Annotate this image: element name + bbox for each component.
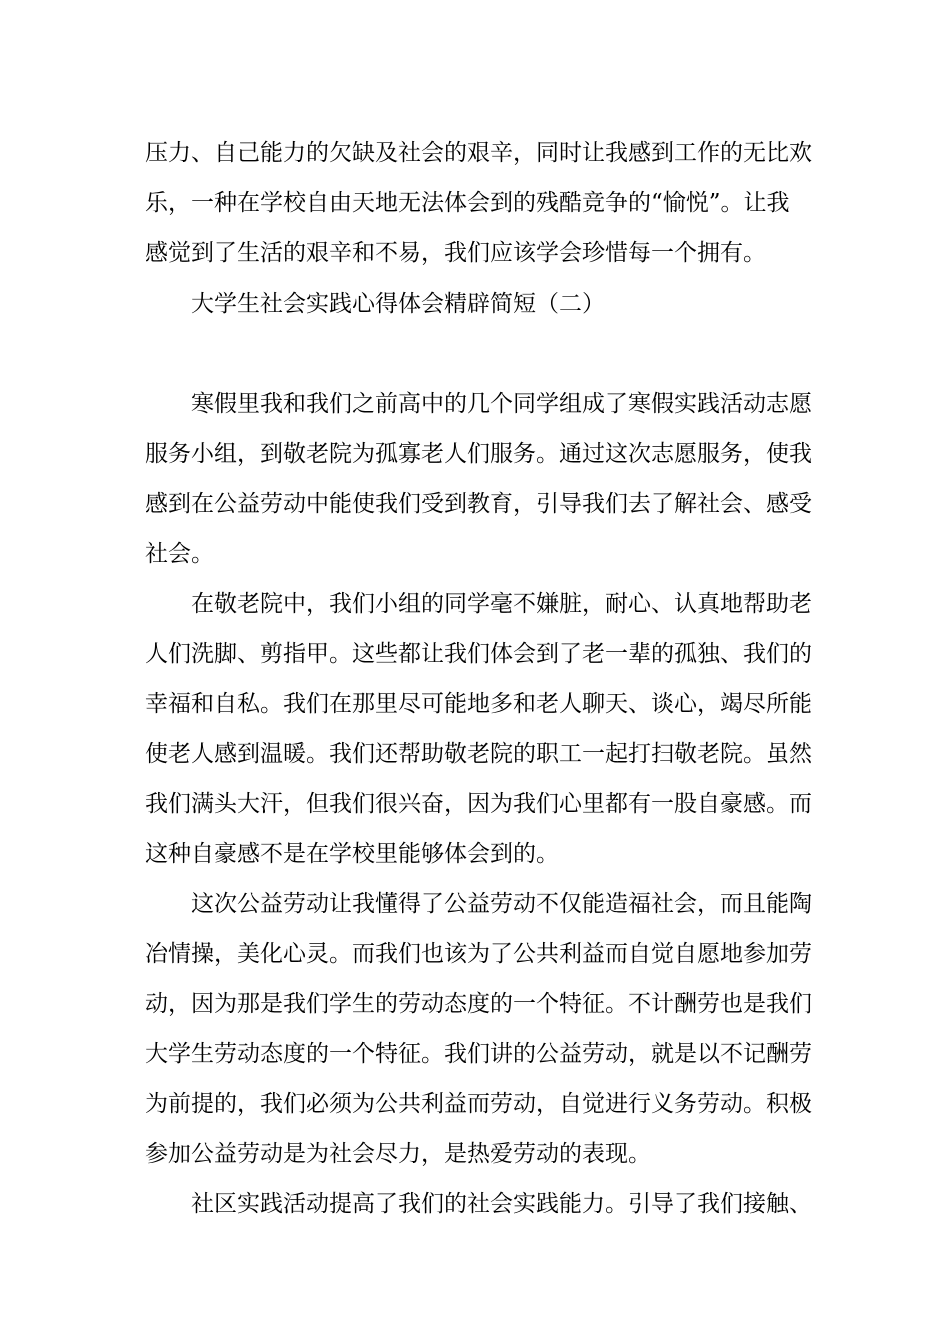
text-line: 寒假里我和我们之前高中的几个同学组成了寒假实践活动志愿 bbox=[191, 391, 812, 417]
text-line: 为前提的，我们必须为公共利益而劳动，自觉进行义务劳动。积极 bbox=[145, 1091, 812, 1117]
text-line: 社会。 bbox=[145, 541, 214, 567]
text-line: 乐，一种在学校自由天地无法体会到的残酷竞争的“愉悦”。让我 bbox=[145, 190, 790, 216]
text-line: 参加公益劳动是为社会尽力，是热爱劳动的表现。 bbox=[145, 1141, 651, 1167]
text-line: 动，因为那是我们学生的劳动态度的一个特征。不计酬劳也是我们 bbox=[145, 991, 812, 1017]
text-line: 大学生劳动态度的一个特征。我们讲的公益劳动，就是以不记酬劳 bbox=[145, 1041, 812, 1067]
text-line: 我们满头大汗，但我们很兴奋，因为我们心里都有一股自豪感。而 bbox=[145, 791, 812, 817]
text-line: 这次公益劳动让我懂得了公益劳动不仅能造福社会，而且能陶 bbox=[191, 891, 812, 917]
text-line: 人们洗脚、剪指甲。这些都让我们体会到了老一辈的孤独、我们的 bbox=[145, 641, 812, 667]
text-line: 服务小组，到敬老院为孤寡老人们服务。通过这次志愿服务，使我 bbox=[145, 441, 812, 467]
text-line: 使老人感到温暖。我们还帮助敬老院的职工一起打扫敬老院。虽然 bbox=[145, 741, 812, 767]
text-line: 感觉到了生活的艰辛和不易，我们应该学会珍惜每一个拥有。 bbox=[145, 240, 766, 266]
text-line: 在敬老院中，我们小组的同学毫不嫌脏，耐心、认真地帮助老 bbox=[191, 591, 812, 617]
text-line: 幸福和自私。我们在那里尽可能地多和老人聊天、谈心，竭尽所能 bbox=[145, 691, 812, 717]
text-line: 社区实践活动提高了我们的社会实践能力。引导了我们接触、 bbox=[191, 1191, 812, 1217]
text-line: 冶情操，美化心灵。而我们也该为了公共利益而自觉自愿地参加劳 bbox=[145, 941, 812, 967]
text-line: 感到在公益劳动中能使我们受到教育，引导我们去了解社会、感受 bbox=[145, 491, 812, 517]
text-line: 这种自豪感不是在学校里能够体会到的。 bbox=[145, 841, 559, 867]
text-line: 压力、自己能力的欠缺及社会的艰辛，同时让我感到工作的无比欢 bbox=[145, 140, 812, 166]
section-heading: 大学生社会实践心得体会精辟简短（二） bbox=[191, 291, 605, 317]
